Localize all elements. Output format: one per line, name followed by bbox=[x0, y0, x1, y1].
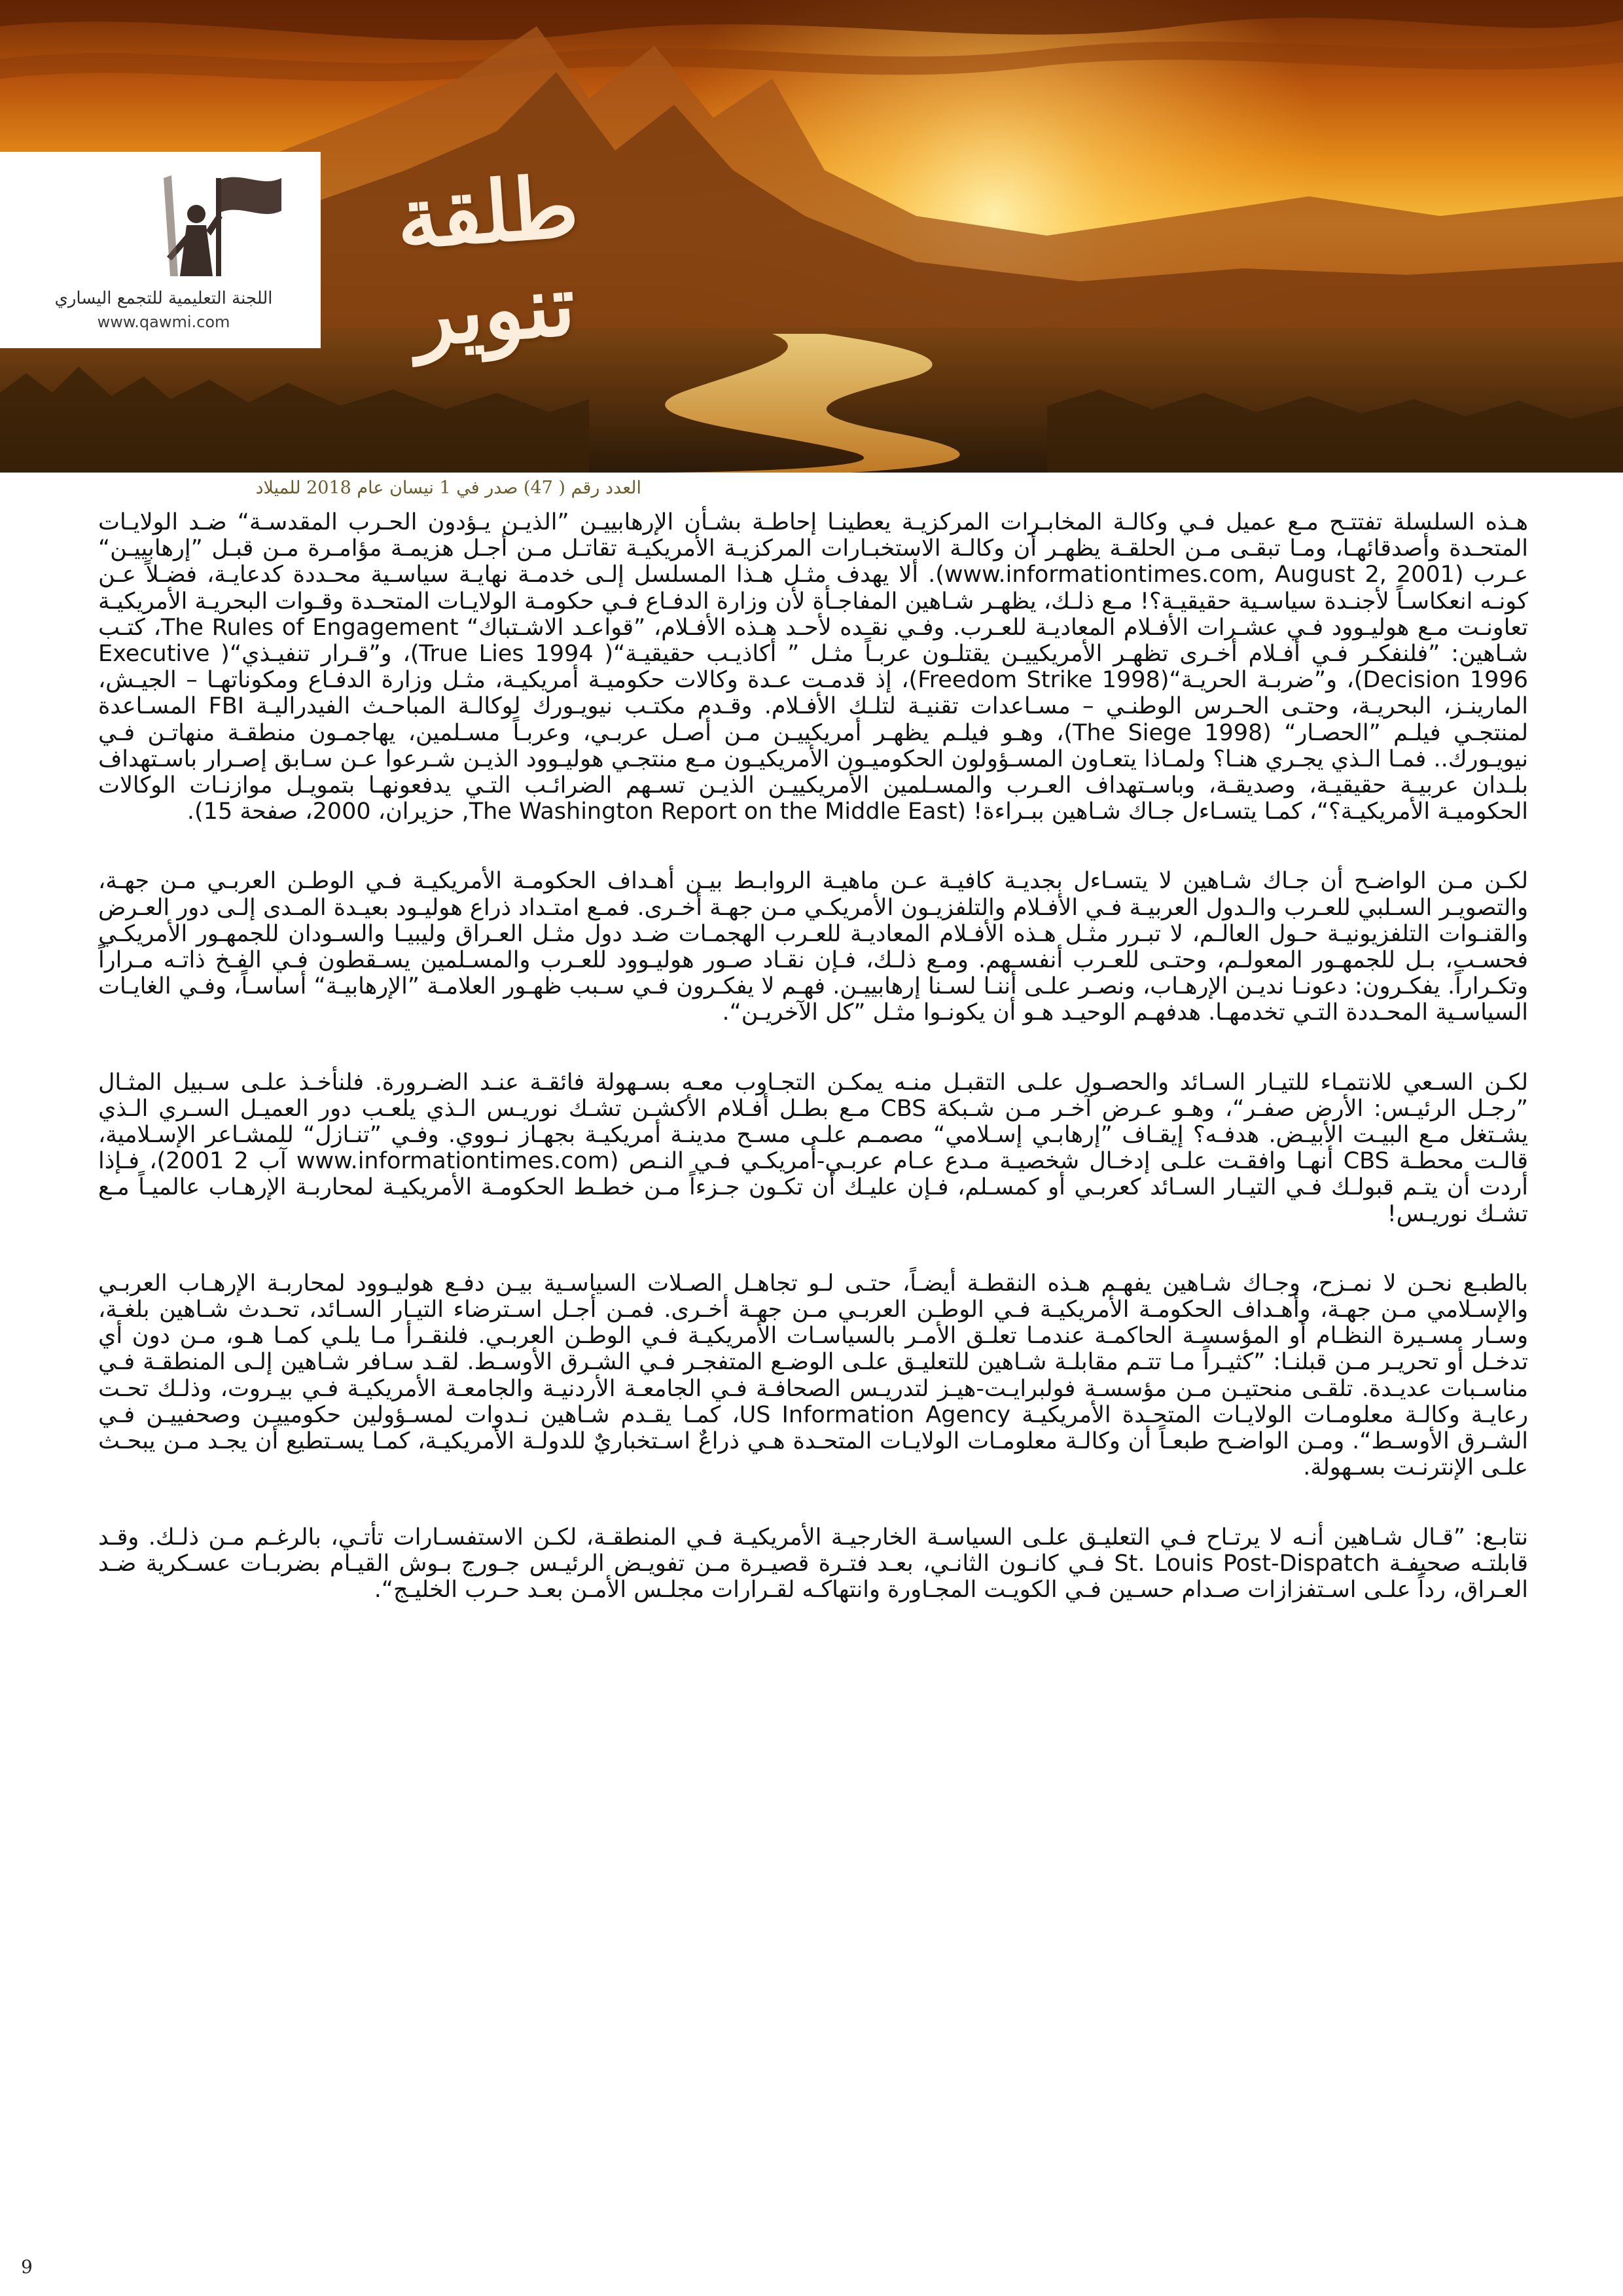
logo-panel bbox=[0, 152, 321, 348]
paragraph: بالطبـع نحـن لا نمـزح، وجـاك شـاهين يفهـم هـذه النقطـة أيضـاً، حتـى لـو تجاهـل الصـلات السياسـية بيـن دفـع هوليـوود لمحاربـة الإرهـاب العربـي والإسـلامي مـن جهـة، وأهـداف الحكومـة الأمريكيـة فـي الوطـن العربـي مـن جهـة أخـرى. فمـن أجـل اسـترضاء التيـار السـائد، تحـدث شـاهين بلغـة، وسـار مسـيرة النظـام أو المؤسسـة الحاكمـة عندمـا تعلـق الأمـر بالسياسـات الأمريكيـة فـي الوطـن العربـي. فلنقـرأ مـا يلـي كمـا هـو، مـن دون أي تدخـل أو تحريـر مـن قبلنـا: ”كثيـراً مـا تتـم مقابلـة شـاهين للتعليـق علـى الوضـع المتفجـر فـي الشـرق الأوسـط. لقـد سـافر شـاهين إلـى المنطقـة فـي مناسـبات عديـدة. تلقـى منحتيـن مـن مؤسسـة فولبرايـت-هيـز لتدريـس الصحافـة فـي الجامعـة الأردنيـة والجامعـة الأمريكيـة فـي بيـروت، وذلـك تحـت رعايـة وكالـة معلومـات الولايـات المتحـدة الأمريكيـة US Information Agency، كمـا يقـدم شـاهين نـدوات لمسـؤولين حكومييـن وصحفييـن فـي الشـرق الأوسـط“. ومـن الواضـح طبعـاً أن وكالـة معلومـات الولايـات المتحـدة هـي ذراعٌ اسـتخباريٌ للدولـة الأمريكيـة، كمـا يسـتطيع أن يجـد مـن يبحـث علـى الإنترنـت بسـهولة. bbox=[98, 1270, 1528, 1481]
issue-line: العدد رقم ( 47) صدر في 1 نيسان عام 2018 للميلاد bbox=[255, 478, 641, 498]
paragraph: نتابـع: ”قـال شـاهين أنـه لا يرتـاح فـي التعليـق علـى السياسـة الخارجيـة الأمريكيـة فـي المنطقـة، لكـن الاستفسـارات تأتـي، بالرغـم مـن ذلـك. وقـد قابلتـه صحيفـة St. Louis Post-Dispatch فـي كانـون الثانـي، بعـد فتـرة قصيـرة مـن تفويـض الرئيـس جـورج بـوش القيـام بضربـات عسـكرية ضـد العـراق، رداً علـى اسـتفزازات صـدام حسـين فـي الكويـت المجـاورة وانتهاكـه لقـرارات مجلـس الأمـن بعـد حـرب الخليـج“. bbox=[98, 1524, 1529, 1603]
magazine-title: طلقة تنوير bbox=[393, 157, 582, 366]
logo-url: www.qawmi.com bbox=[97, 313, 230, 331]
paragraph: لكـن السـعي للانتمـاء للتيـار السـائد والحصـول علـى التقبـل منـه يمكـن التجـاوب معـه بسـهولة فائقـة عنـد الضـرورة. فلنأخـذ علـى سـبيل المثـال ”رجـل الرئيـس: الأرض صفـر“، وهـو عـرض آخـر مـن شـبكة CBS مـع بطـل أفـلام الأكشـن تشـك نوريـس الـذي يلعـب دور العميـل السـري الـذي يشـتغل مـع البيـت الأبيـض. هدفـه؟ إيقـاف ”إرهابـي إسـلامي“ مصمـم علـى مسـح مدينـة أمريكيـة بجهـاز نـووي. وفـي ”تنـازل“ للمشـاعر الإسـلامية، قالـت محطـة CBS أنهـا وافقـت علـى إدخـال شخصيـة مـدع عـام عربـي-أمريكـي فـي النـص (www.informationtimes.com آب 2 2001)، فـإذا أردت أن يتـم قبولـك فـي التيـار السـائد كعربـي أو كمسـلم، فـإن عليـك أن تكـون جـزءاً مـن خطـط الحكومـة الأمريكيـة لمحاربـة الإرهـاب عالميـاً مـع تشـك نوريـس! bbox=[98, 1069, 1529, 1227]
page-number: 9 bbox=[21, 2256, 33, 2278]
logo-caption: اللجنة التعليمية للتجمع اليساري bbox=[54, 289, 273, 308]
paragraph: هـذه السلسلة تفتتـح مـع عميل فـي وكالـة المخابـرات المركزيـة يعطينـا إحاطـة بشـأن الإرهابييـن ”الذيـن يـؤدون الحـرب المقدسـة“ ضـد الولايـات المتحـدة وأصدقائهـا، ومـا تبقـى مـن الحلقـة يظهـر أن وكالـة الاستخبـارات المركزيـة الأمريكيـة تقاتـل مـن أجـل هزيمـة مؤامـرة مـن قبـل ”إرهابييـن“ عـرب (www.informationtimes.com, August 2, 2001). ألا يهدف مثـل هـذا المسلسل إلـى خدمـة نهايـة سياسـية محـددة كدعايـة، فضـلاً عـن كونـه انعكاسـاً لأجنـدة سياسـية حقيقيـة؟! مـع ذلـك، يظهـر شـاهين المفاجـأة لأن وزارة الدفـاع فـي حكومـة الولايـات المتحـدة وقـوات البحريـة الأمريكيـة تعاونـت مـع هوليـوود فـي عشـرات الأفـلام المعاديـة للعـرب. وفـي نقـده لأحـد هـذه الأفـلام، ”قواعـد الاشـتباك“ The Rules of Engagement، كتـب شـاهين: ”فلنفكـر فـي أفـلام أخـرى تظهـر الأمريكييـن يقتلـون عربـاً مثـل ” أكاذيـب حقيقيـة“( True Lies 1994)، و”قـرار تنفيـذي“( Executive Decision 1996)، و”ضربـة الحريـة“(Freedom Strike 1998)، إذ قدمـت عـدة وكالات حكوميـة أمريكيـة، مثـل وزارة الدفـاع ومكوناتهـا – الجيـش، المارينـز، البحريـة، وحتـى الحـرس الوطنـي – مسـاعدات تقنيـة لتلـك الأفـلام. وقـدم مكتـب نيويـورك لوكالـة المباحـث الفيدراليـة FBI المسـاعدة لمنتجـي فيلـم ”الحصـار“ (The Siege 1998)، وهـو فيلـم يظهـر أمريكييـن مـن أصـل عربـي، وعربـاً مسـلمين، يهاجمـون منطقـة منهاتـن فـي نيويـورك.. فمـا الـذي يجـري هنـا؟ ولمـاذا يتعـاون المسـؤولون الحكوميـون الأمريكيـون مـع منتجـي هوليـوود الذيـن شـرعوا عـن سـابق إصـرار باسـتهداف بلـدان عربيـة حقيقيـة، وصديقـة، وباسـتهداف العـرب والمسـلمين الأمريكييـن الذيـن تسـهم الضرائـب التـي يدفعونهـا بتمويـل موازنـات الوكالات الحكوميـة الأمريكيـة؟“، كمـا يتسـاءل جـاك شـاهين ببـراءة! (The Washington Report on the Middle East, حزيران، 2000، صفحة 15). bbox=[98, 509, 1529, 825]
header-banner bbox=[0, 0, 1623, 473]
paragraph: لكـن مـن الواضـح أن جـاك شـاهين لا يتسـاءل بجديـة كافيـة عـن ماهيـة الروابـط بيـن أهـداف الحكومـة الأمريكيـة فـي الوطـن العربـي مـن جهـة، والتصويـر السـلبي للعـرب والـدول العربيـة فـي الأفـلام والتلفزيـون الأمريكـي مـن جهـة أخـرى. فمـع امتـداد ذراع هوليـود بعيـدة المـدى إلـى دور العـرض والقنـوات التلفزيونيـة حـول العالـم، لا تبـرر مثـل هـذه الأفـلام المعاديـة للعـرب الهجمـات ضـد دول مثـل العـراق وليبيـا والسـودان للجمهـور الأمريكـي فحسـب، بـل للجمهـور المعولـم، وحتـى للعـرب أنفسـهم. ومـع ذلـك، فـإن نقـاد صـور هوليـوود للعـرب والمسـلمين يسـقطون فـي الفـخ ذاتـه مـراراً وتكـراراً. يفكـرون: دعونـا نديـن الإرهـاب، ونصـر علـى أننـا لسـنا إرهابييـن. فهـم لا يفكـرون فـي سـبب ظهـور العلامـة ”الإرهابيـة“ أساسـاً، وفـي الغايـات السياسـية المحـددة التـي تخدمهـا. هدفهـم الوحيـد هـو أن يكونـوا مثـل ”كل الآخريـن“. bbox=[98, 868, 1528, 1026]
article-body bbox=[98, 509, 1528, 1646]
